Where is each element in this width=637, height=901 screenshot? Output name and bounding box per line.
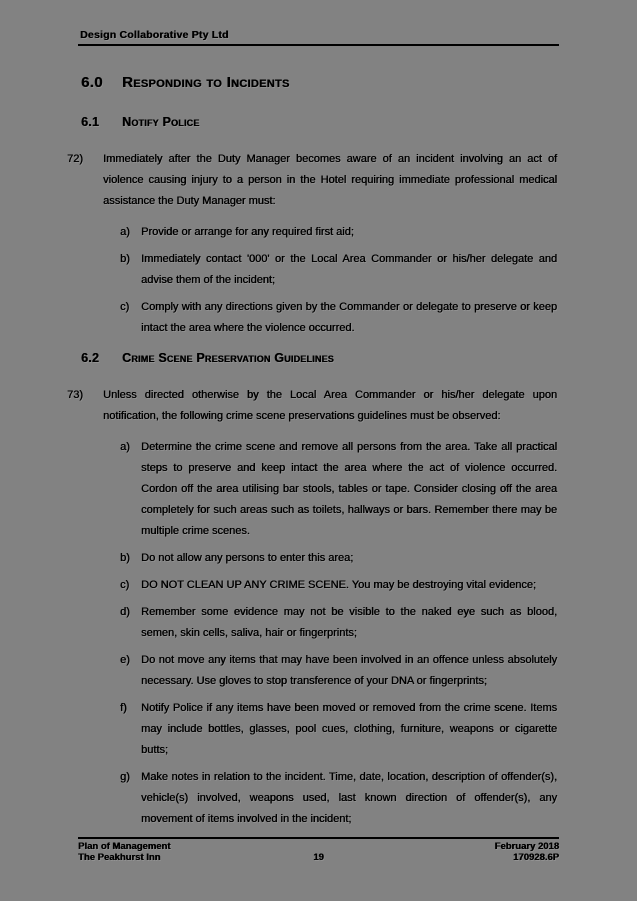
list-item-73g [67,767,557,830]
list-item-73f [67,698,557,761]
section-heading-6-2 [67,351,557,365]
footer-page-number: 19 [313,852,324,863]
company-name: Design Collaborative Pty Ltd [80,29,229,41]
section-title: Notify Police [122,115,200,129]
list-item-letter: b) [120,552,130,564]
list-item-text: DO NOT CLEAN UP ANY CRIME SCENE. You may be destroying vital evidence; [141,579,536,591]
list-item-text: Make notes in relation to the incident. Time, date, location, description of offender(s), vehicle(s) involved, weapons used, last known direction of offender(s), any movement of items involved in the incident; [141,771,557,825]
list-item-letter: f) [120,702,127,714]
list-item-text: Immediately contact '000' or the Local Area Commander or his/her delegate and advise them of the incident; [141,253,557,286]
list-item-text: Do not move any items that may have been involved in an offence unless absolutely necessary. Use gloves to stop transference of your DNA or fingerprints; [141,654,557,687]
list-item-text: Do not allow any persons to enter this area; [141,552,354,564]
paragraph-number: 73) [67,389,83,401]
section-title: Crime Scene Preservation Guidelines [122,351,334,365]
list-item-text: Notify Police if any items have been moved or removed from the crime scene. Items may include bottles, glasses, pool cues, clothing, furniture, weapons or cigarette butts; [141,702,557,756]
list-item-letter: b) [120,253,130,265]
header-rule [78,44,559,46]
section-number: 6.1 [81,115,99,129]
list-item-letter: c) [120,579,130,591]
paragraph-72 [67,149,557,212]
list-item-73d [67,602,557,644]
document-body [67,74,557,836]
list-item-text: Provide or arrange for any required first aid; [141,226,354,238]
list-item-letter: g) [120,771,130,783]
list-item-72c [67,297,557,339]
section-heading-6-0 [67,74,557,91]
list-item-text: Comply with any directions given by the Commander or delegate to preserve or keep intact the area where the violence occurred. [141,301,557,334]
footer-date: February 2018 [494,841,559,852]
list-item-text: Remember some evidence may not be visible to the naked eye such as blood, semen, skin cells, saliva, hair or fingerprints; [141,606,557,639]
footer-job-number: 170928.6P [513,852,559,863]
paragraph-text: Immediately after the Duty Manager becomes aware of an incident involving an act of violence causing injury to a person in the Hotel requiring immediate professional medical assistance the Duty Manager must: [103,153,557,207]
section-heading-6-1 [67,115,557,129]
list-item-letter: d) [120,606,130,618]
list-item-letter: c) [120,301,130,313]
list-item-72a [67,222,557,243]
list-item-letter: a) [120,441,130,453]
list-item-letter: e) [120,654,130,666]
paragraph-73 [67,385,557,427]
list-item-73c [67,575,557,596]
list-item-73e [67,650,557,692]
list-item-text: Determine the crime scene and remove all persons from the area. Take all practical steps to preserve and keep intact the area where the act of violence occurred. Cordon off the area utilising bar stools, tables or tape. Consider closing off the area completely for such areas such as toilets, hallways or bars. Remember there may be multiple crime scenes. [141,441,557,537]
section-title: Responding to Incidents [122,74,290,91]
list-item-73b [67,548,557,569]
list-item-72b [67,249,557,291]
footer-venue: The Peakhurst Inn [78,852,161,863]
footer-doc-title: Plan of Management [78,841,171,852]
list-item-letter: a) [120,226,130,238]
paragraph-number: 72) [67,153,83,165]
footer-right [399,841,559,863]
page-header [80,29,558,41]
paragraph-text: Unless directed otherwise by the Local Area Commander or his/her delegate upon notification, the following crime scene preservations guidelines must be observed: [103,389,557,422]
list-item-73a [67,437,557,542]
section-number: 6.0 [81,74,103,91]
footer-left [78,841,238,863]
section-number: 6.2 [81,351,99,365]
page-footer [78,837,559,863]
